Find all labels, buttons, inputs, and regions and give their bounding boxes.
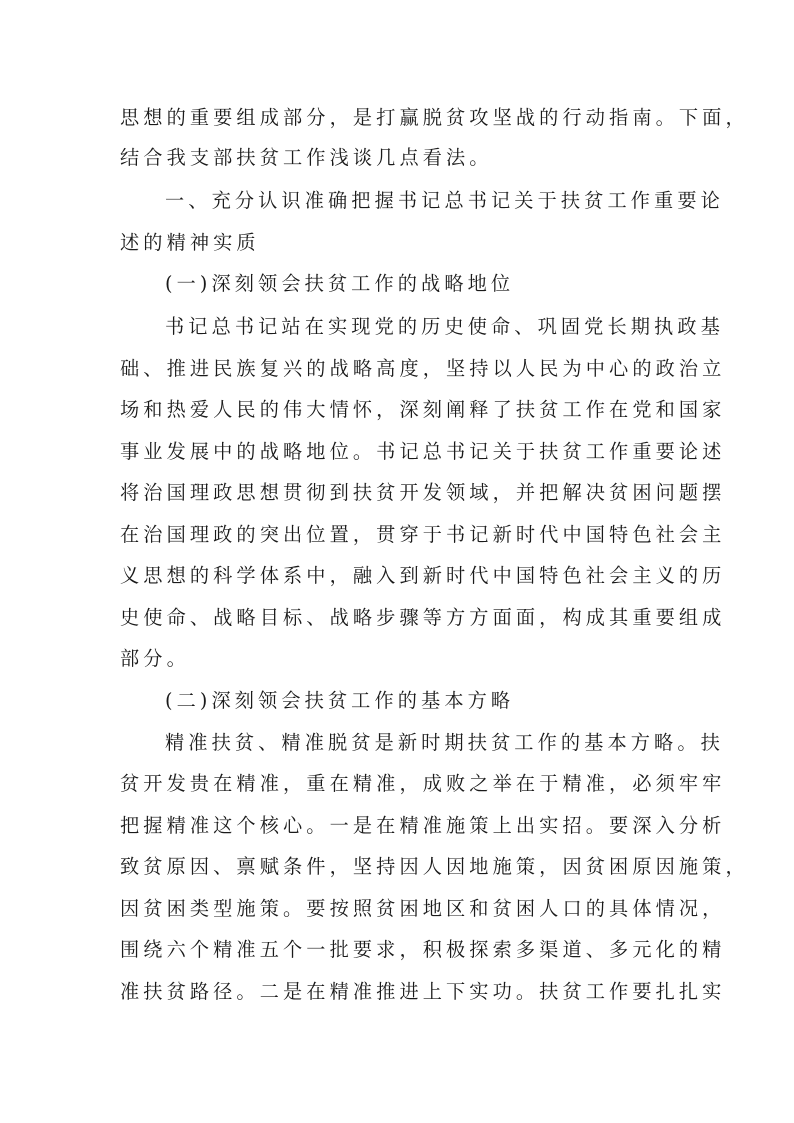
subsection-heading: (二)深刻领会扶贫工作的基本方略 [165,689,515,712]
body-text-line: 书记总书记站在实现党的历史使命、巩固党长期执政基 [165,315,724,338]
section-heading-line: 一、充分认识准确把握书记总书记关于扶贫工作重要论 [165,189,724,212]
body-text-line: 础、推进民族复兴的战略高度，坚持以人民为中心的政治立 [120,357,726,380]
body-text-line: 在治国理政的突出位置，贯穿于书记新时代中国特色社会主 [120,523,726,546]
body-text-line: 准扶贫路径。二是在精准推进上下实功。扶贫工作要扎扎实 [120,980,726,1003]
body-text-line: 部分。 [120,647,190,670]
body-text-line: 精准扶贫、精准脱贫是新时期扶贫工作的基本方略。扶 [165,731,724,754]
body-text-line: 贫开发贵在精准，重在精准，成败之举在于精准，必须牢牢 [120,772,726,795]
body-text-line: 把握精准这个核心。一是在精准施策上出实招。要深入分析 [120,814,726,837]
body-text-line: 将治国理政思想贯彻到扶贫开发领域，并把解决贫困问题摆 [120,481,726,504]
body-text-line: 史使命、战略目标、战略步骤等方方面面，构成其重要组成 [120,606,726,629]
body-text-line: 致贫原因、禀赋条件，坚持因人因地施策，因贫困原因施策， [120,855,749,878]
body-text-line: 结合我支部扶贫工作浅谈几点看法。 [120,146,493,169]
body-text-line: 因贫困类型施策。要按照贫困地区和贫困人口的具体情况， [120,897,726,920]
body-text-line: 围绕六个精准五个一批要求，积极探索多渠道、多元化的精 [120,938,726,961]
body-text-line: 义思想的科学体系中，融入到新时代中国特色社会主义的历 [120,564,726,587]
body-text-line: 场和热爱人民的伟大情怀，深刻阐释了扶贫工作在党和国家 [120,398,726,421]
subsection-heading: (一)深刻领会扶贫工作的战略地位 [165,272,515,295]
body-text-line: 事业发展中的战略地位。书记总书记关于扶贫工作重要论述 [120,440,726,463]
body-text-line: 思想的重要组成部分，是打赢脱贫攻坚战的行动指南。下面， [120,106,749,129]
section-heading-line: 述的精神实质 [120,231,260,254]
